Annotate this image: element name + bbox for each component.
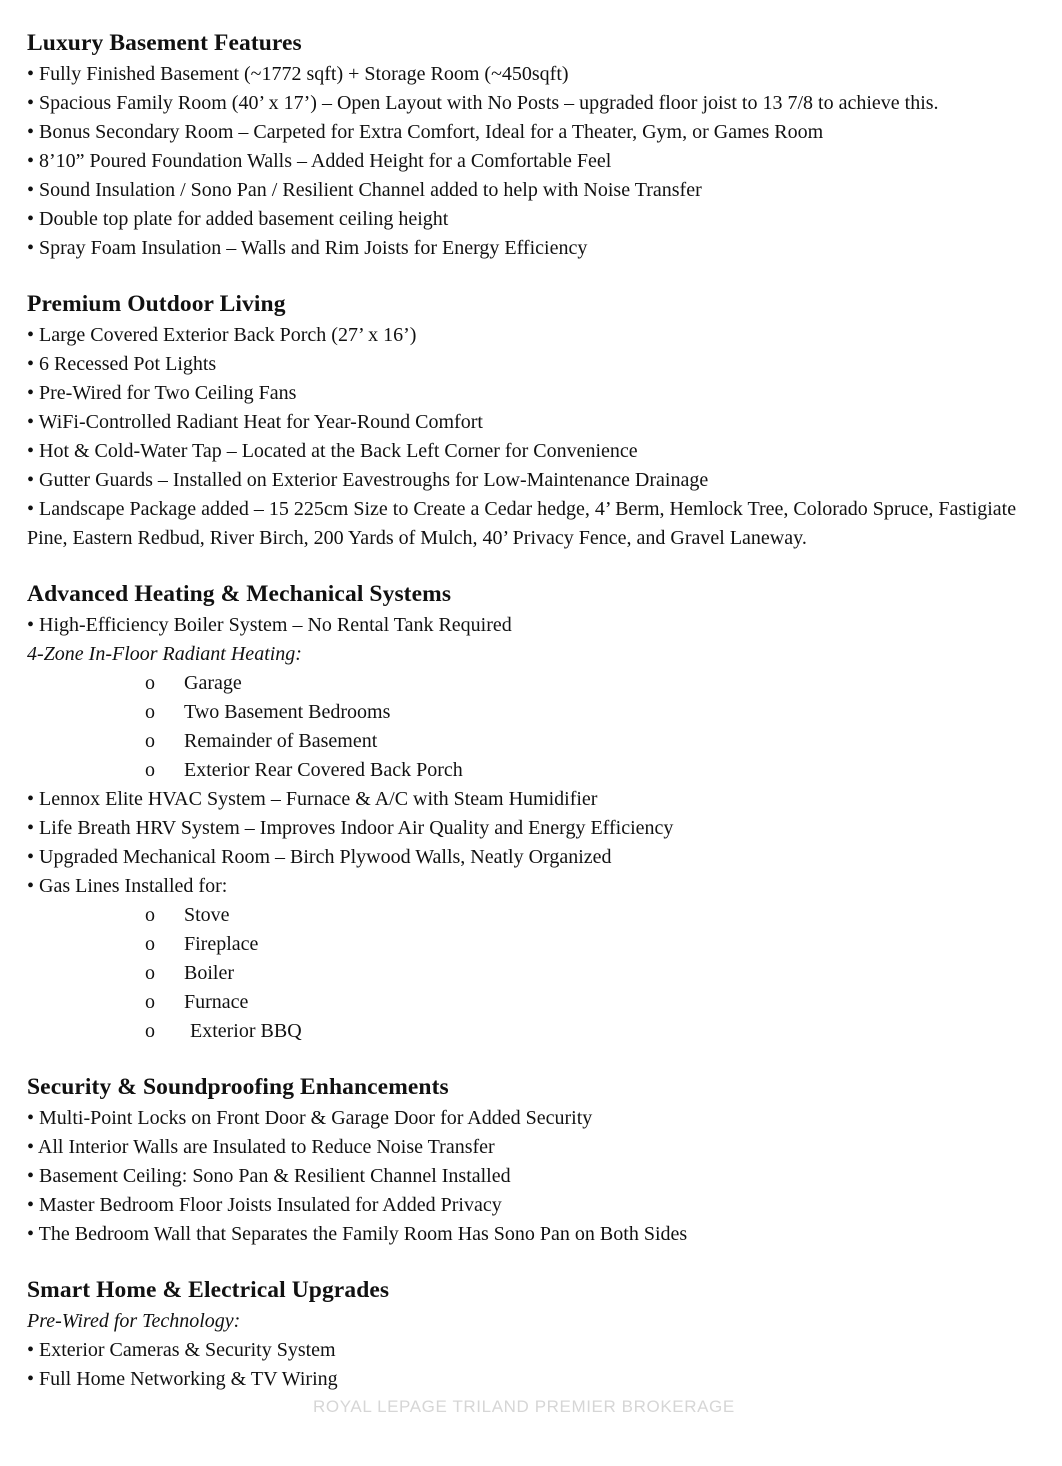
list-item: • Full Home Networking & TV Wiring xyxy=(27,1368,338,1390)
prewired-label: Pre-Wired for Technology: xyxy=(27,1310,241,1332)
section-heading: Security & Soundproofing Enhancements xyxy=(27,1074,449,1100)
section-outdoor-living xyxy=(27,289,1037,553)
radiant-heating-label: 4-Zone In-Floor Radiant Heating: xyxy=(27,643,302,665)
list-item: • Gutter Guards – Installed on Exterior Eavestroughs for Low-Maintenance Drainage xyxy=(27,469,709,491)
sub-list-item: o Furnace xyxy=(27,988,1037,1017)
list-item: • Large Covered Exterior Back Porch (27’ x 16’) xyxy=(27,324,417,346)
sub-list-item: o Boiler xyxy=(27,959,1037,988)
sub-list-item: o Garage xyxy=(27,669,1037,698)
list-item: • Life Breath HRV System – Improves Indoor Air Quality and Energy Efficiency xyxy=(27,817,674,839)
list-item: • Sound Insulation / Sono Pan / Resilient Channel added to help with Noise Transfer xyxy=(27,179,702,201)
section-heading: Premium Outdoor Living xyxy=(27,291,286,317)
sub-bullet: o xyxy=(145,904,155,926)
list-item: • 6 Recessed Pot Lights xyxy=(27,353,217,375)
section-heading: Advanced Heating & Mechanical Systems xyxy=(27,581,452,607)
sub-bullet: o xyxy=(145,991,155,1013)
sub-list-item: o Fireplace xyxy=(27,930,1037,959)
section-security-soundproofing xyxy=(27,1072,1037,1249)
section-luxury-basement xyxy=(27,28,1037,263)
list-item: • Multi-Point Locks on Front Door & Garage Door for Added Security xyxy=(27,1107,593,1129)
list-item: • Double top plate for added basement ceiling height xyxy=(27,208,449,230)
section-heading: Luxury Basement Features xyxy=(27,30,302,56)
list-item: • 8’10” Poured Foundation Walls – Added Height for a Comfortable Feel xyxy=(27,150,612,172)
list-item: • Upgraded Mechanical Room – Birch Plywood Walls, Neatly Organized xyxy=(27,846,612,868)
list-item: • Master Bedroom Floor Joists Insulated for Added Privacy xyxy=(27,1194,502,1216)
sub-bullet: o xyxy=(145,672,155,694)
list-item: • Spacious Family Room (40’ x 17’) – Open Layout with No Posts – upgraded floor joist to 13 7/8 to achieve this. xyxy=(27,92,939,114)
list-item: • Bonus Secondary Room – Carpeted for Extra Comfort, Ideal for a Theater, Gym, or Games Room xyxy=(27,121,824,143)
list-item: • High-Efficiency Boiler System – No Rental Tank Required xyxy=(27,614,512,636)
sub-bullet: o xyxy=(145,730,155,752)
section-smart-home xyxy=(27,1275,1037,1394)
sub-bullet: o xyxy=(145,1020,155,1042)
sub-bullet: o xyxy=(145,759,155,781)
brokerage-watermark: ROYAL LEPAGE TRILAND PREMIER BROKERAGE xyxy=(313,1397,735,1416)
sub-list-item: o Exterior BBQ xyxy=(27,1017,1037,1046)
list-item: • Spray Foam Insulation – Walls and Rim Joists for Energy Efficiency xyxy=(27,237,588,259)
list-item: • Lennox Elite HVAC System – Furnace & A/C with Steam Humidifier xyxy=(27,788,598,810)
list-item: • Pre-Wired for Two Ceiling Fans xyxy=(27,382,297,404)
sub-bullet: o xyxy=(145,962,155,984)
list-item: • Basement Ceiling: Sono Pan & Resilient Channel Installed xyxy=(27,1165,511,1187)
list-item: • The Bedroom Wall that Separates the Family Room Has Sono Pan on Both Sides xyxy=(27,1223,688,1245)
sub-list-item: o Remainder of Basement xyxy=(27,727,1037,756)
sub-list-item: o Two Basement Bedrooms xyxy=(27,698,1037,727)
sub-bullet: o xyxy=(145,701,155,723)
list-item: • Exterior Cameras & Security System xyxy=(27,1339,336,1361)
sub-list-item: o Stove xyxy=(27,901,1037,930)
sub-list-item: o Exterior Rear Covered Back Porch xyxy=(27,756,1037,785)
list-item: • Hot & Cold-Water Tap – Located at the Back Left Corner for Convenience xyxy=(27,440,638,462)
list-item: • Gas Lines Installed for: xyxy=(27,875,228,897)
list-item: • Landscape Package added – 15 225cm Size to Create a Cedar hedge, 4’ Berm, Hemlock Tree, Colorado Spruce, Fastigiate Pine, Eastern Redbud, River Birch, 200 Yards of Mulch, 40’ Privacy Fence, and Gravel Laneway. xyxy=(27,498,1017,549)
sub-bullet: o xyxy=(145,933,155,955)
list-item: • WiFi-Controlled Radiant Heat for Year-Round Comfort xyxy=(27,411,483,433)
list-item: • All Interior Walls are Insulated to Reduce Noise Transfer xyxy=(27,1136,495,1158)
list-item: • Fully Finished Basement (~1772 sqft) + Storage Room (~450sqft) xyxy=(27,63,569,85)
section-heading: Smart Home & Electrical Upgrades xyxy=(27,1277,390,1303)
section-heating-mechanical xyxy=(27,579,1037,1046)
document-page xyxy=(27,28,1037,1394)
